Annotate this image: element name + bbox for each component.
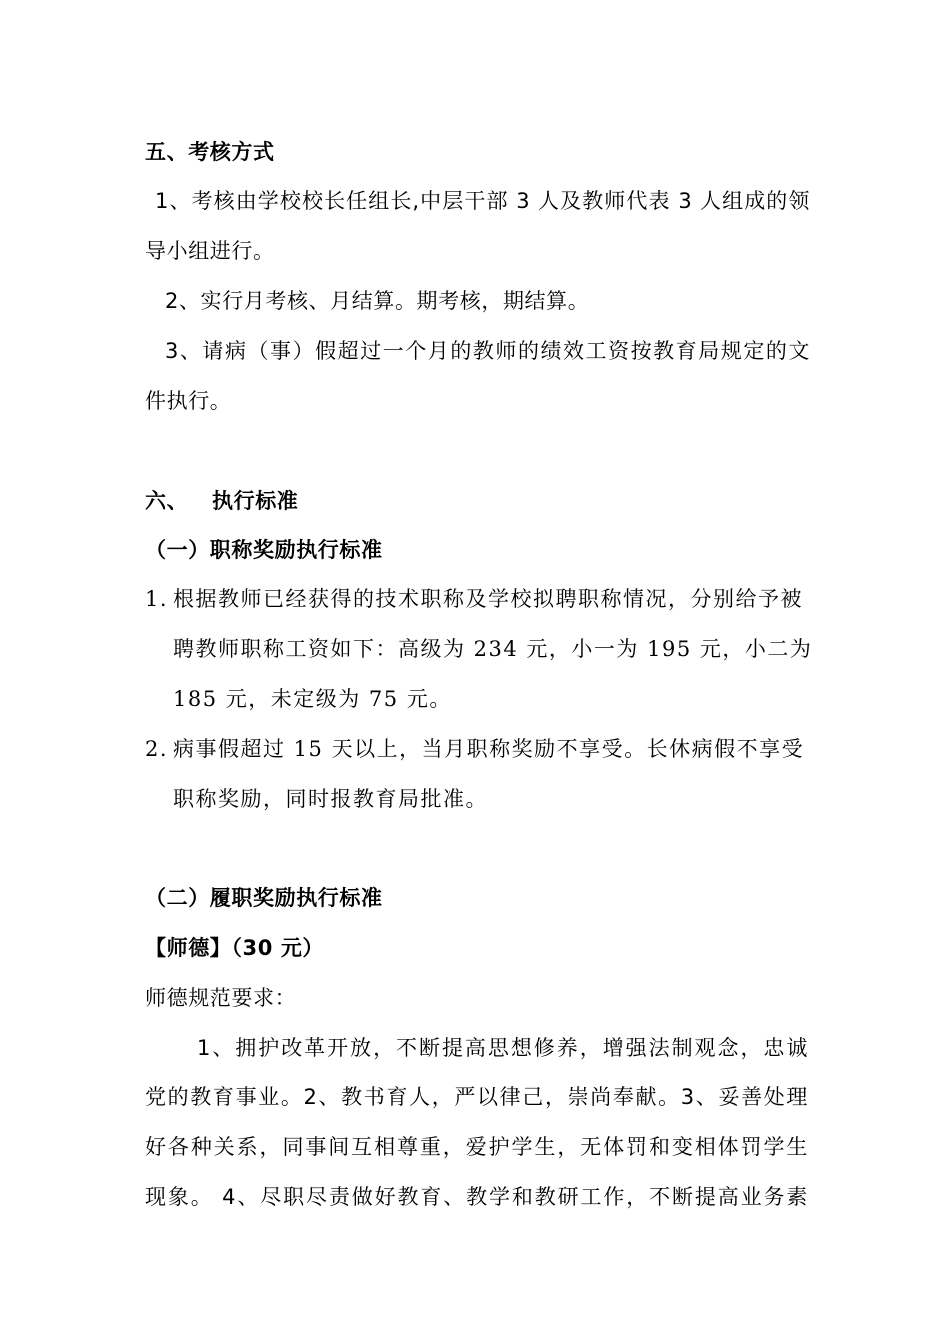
subsection-1-item-2-number: 2.	[145, 737, 169, 761]
section-5-heading: 五、考核方式	[145, 140, 275, 164]
section-5-item-3-line-2: 件执行。	[145, 389, 232, 413]
subsection-1-item-1-line-3: 185 元，未定级为 75 元。	[173, 687, 452, 711]
section-5-item-3-line-1: 3、请病（事）假超过一个月的教师的绩效工资按教育局规定的文	[165, 339, 810, 363]
ethics-heading: 【师德】（30 元）	[145, 936, 325, 960]
subsection-1-item-2-line-1: 病事假超过 15 天以上，当月职称奖励不享受。长休病假不享受	[173, 737, 805, 761]
section-6-heading-number: 六、	[145, 489, 189, 513]
ethics-paragraph-line-1: 1、拥护改革开放，不断提高思想修养，增强法制观念，忠诚	[197, 1036, 808, 1060]
subsection-1-item-1-number: 1.	[145, 587, 169, 611]
subsection-1-item-1-line-1: 根据教师已经获得的技术职称及学校拟聘职称情况，分别给予被	[173, 587, 803, 611]
ethics-paragraph-line-3: 好各种关系，同事间互相尊重，爱护学生，无体罚和变相体罚学生	[145, 1135, 808, 1159]
subsection-1-item-1-line-2: 聘教师职称工资如下：高级为 234 元，小一为 195 元，小二为	[173, 637, 813, 661]
ethics-paragraph-line-4: 现象。 4、尽职尽责做好教育、教学和教研工作，不断提高业务素	[145, 1185, 808, 1209]
ethics-intro: 师德规范要求：	[145, 986, 297, 1010]
subsection-1-item-2-line-2: 职称奖励，同时报教育局批准。	[173, 787, 488, 811]
subsection-2-heading: （二）履职奖励执行标准	[145, 886, 383, 910]
subsection-1-heading: （一）职称奖励执行标准	[145, 538, 383, 562]
section-5-item-1-line-2: 导小组进行。	[145, 239, 275, 263]
section-6-heading: 执行标准	[212, 489, 299, 513]
ethics-paragraph-line-2: 党的教育事业。2、教书育人，严以律己，崇尚奉献。3、妥善处理	[145, 1085, 808, 1109]
section-5-item-1-line-1: 1、考核由学校校长任组长,中层干部 3 人及教师代表 3 人组成的领	[155, 189, 810, 213]
section-5-item-2: 2、实行月考核、月结算。期考核，期结算。	[165, 289, 590, 313]
